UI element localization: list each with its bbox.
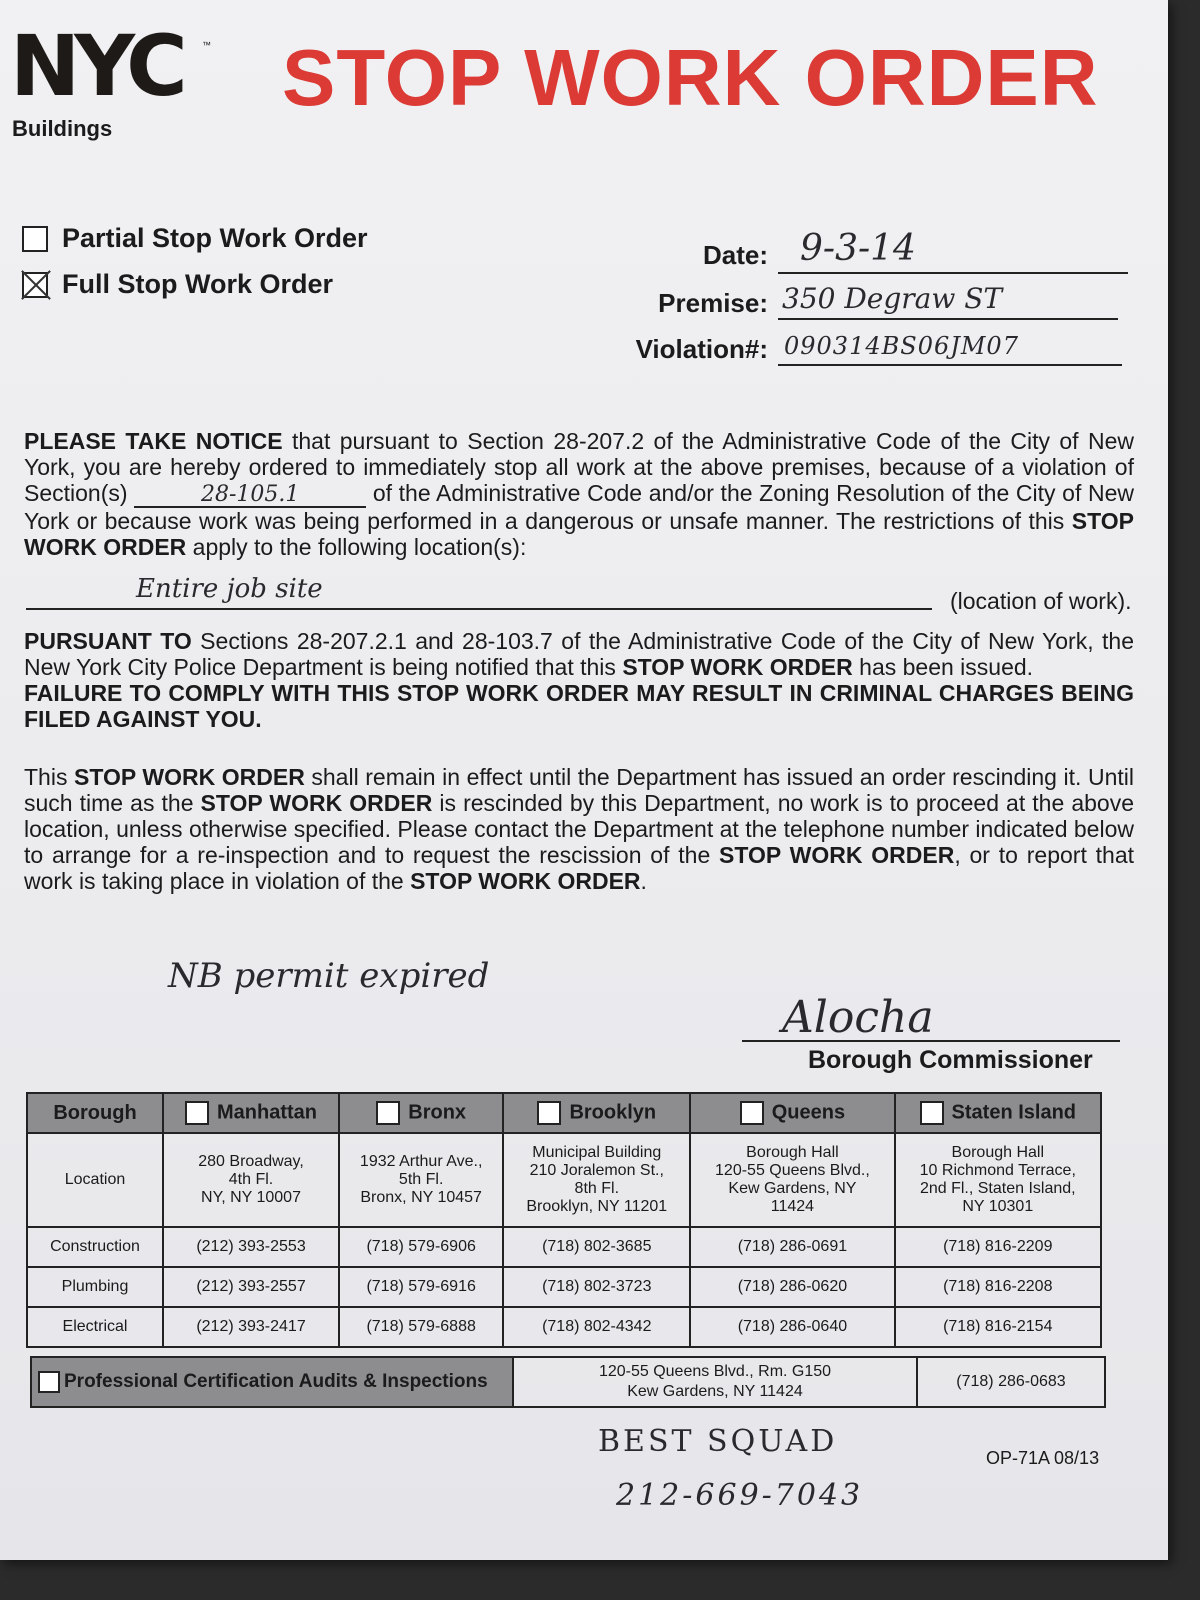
borough-contact-table: [26, 1092, 1102, 1348]
pca-address-line-1: 120-55 Queens Blvd., Rm. G150: [598, 1363, 832, 1380]
pca-checkbox[interactable]: [38, 1371, 60, 1393]
cell-line: 2nd Fl., Staten Island,: [919, 1180, 1076, 1197]
partial-checkbox[interactable]: [22, 226, 48, 252]
borough-column-queens[interactable]: [690, 1093, 894, 1133]
borough-column-brooklyn[interactable]: [503, 1093, 690, 1133]
cell-line: (718) 579-6888: [366, 1318, 476, 1335]
cell-line: (718) 802-3723: [542, 1278, 652, 1295]
cell-line: (718) 286-0691: [737, 1238, 848, 1255]
notice-text-2: of the Administrative Code and/or the Zoning Resolution of the City of New York or because work was being performed in a dangerous or unsafe manner. The restrictions of this: [24, 480, 1134, 534]
location-suffix: (location of work).: [950, 588, 1132, 614]
pca-phone: (718) 286-0683: [956, 1373, 1066, 1390]
borough-label: Staten Island: [951, 1101, 1077, 1124]
table-cell: [895, 1227, 1101, 1267]
location-field[interactable]: [26, 574, 932, 610]
violation-label: Violation#:: [635, 334, 768, 364]
borough-column-staten-island[interactable]: [895, 1093, 1101, 1133]
cell-line: 280 Broadway,: [198, 1153, 304, 1170]
premise-label: Premise:: [658, 288, 768, 318]
table-header-row: [27, 1093, 1101, 1133]
full-option[interactable]: [22, 268, 333, 300]
table-cell: [503, 1307, 690, 1347]
table-cell: [339, 1307, 503, 1347]
effect-text-4: , or to report that work is taking place in violation of the: [24, 842, 1135, 894]
borough-header: Borough: [27, 1093, 163, 1133]
manhattan-checkbox[interactable]: [185, 1101, 209, 1125]
cell-line: (718) 579-6916: [366, 1278, 476, 1295]
notice-lead: PLEASE TAKE NOTICE: [24, 428, 283, 454]
borough-label: Queens: [771, 1101, 846, 1124]
commissioner-signature: Alocha: [782, 992, 934, 1043]
borough-column-bronx[interactable]: [339, 1093, 503, 1133]
effect-swo-3: STOP WORK ORDER: [719, 842, 955, 868]
table-cell: [503, 1227, 690, 1267]
table-cell: [690, 1307, 894, 1347]
cell-line: (718) 816-2154: [943, 1318, 1053, 1335]
notice-text-1: that pursuant to Section 28-207.2 of the Administrative Code of the City of New York, you are hereby ordered to immediately stop all work at the above premises, because of a violation of Section(s): [24, 428, 1134, 506]
cell-line: NY, NY 10007: [201, 1189, 301, 1206]
borough-label: Manhattan: [217, 1101, 318, 1124]
handwritten-phone: 212-669-7043: [616, 1478, 864, 1513]
violation-field[interactable]: [778, 330, 1122, 366]
effect-text-5: .: [640, 868, 647, 894]
pursuant-lead: PURSUANT TO: [24, 628, 192, 654]
location-value: Entire job site: [136, 574, 323, 604]
pca-option[interactable]: [32, 1358, 512, 1406]
cell-line: 210 Joralemon St.,: [529, 1162, 664, 1179]
violation-value: 090314BS06JM07: [784, 332, 1019, 360]
effect-swo-2: STOP WORK ORDER: [200, 790, 433, 816]
partial-option[interactable]: [22, 222, 368, 254]
table-row: [27, 1267, 1101, 1307]
bronx-checkbox[interactable]: [376, 1101, 400, 1125]
form-code: OP-71A 08/13: [986, 1448, 1100, 1468]
table-cell: [690, 1267, 894, 1307]
staten-island-checkbox[interactable]: [920, 1101, 944, 1125]
table-cell: [895, 1133, 1101, 1227]
cell-line: Brooklyn, NY 11201: [526, 1198, 668, 1215]
premise-value: 350 Degraw ST: [782, 282, 1003, 315]
buildings-label: Buildings: [12, 116, 113, 141]
cell-line: (718) 286-0620: [737, 1278, 848, 1295]
nyc-logo: NYC: [10, 17, 182, 115]
cell-line: (718) 802-3685: [542, 1238, 652, 1255]
queens-checkbox[interactable]: [740, 1101, 764, 1125]
cell-line: (212) 393-2557: [196, 1278, 306, 1295]
criminal-warning: FAILURE TO COMPLY WITH THIS STOP WORK ORDER MAY RESULT IN CRIMINAL CHARGES BEING FILED AGAINST YOU.: [24, 680, 1134, 732]
table-cell: [339, 1227, 503, 1267]
table-cell: [339, 1133, 503, 1227]
effect-text-3: is rescinded by this Department, no work is to proceed at the above location, unless otherwise specified. Please contact the Department at the telephone number indicated below to arrange for a re-inspection and to request the rescission of the: [24, 790, 1134, 868]
table-cell: [163, 1227, 339, 1267]
table-row: [27, 1133, 1101, 1227]
row-label: Construction: [27, 1227, 163, 1267]
cell-line: 1932 Arthur Ave.,: [359, 1153, 483, 1170]
cell-line: 10 Richmond Terrace,: [919, 1162, 1076, 1179]
commissioner-label: Borough Commissioner: [808, 1046, 1093, 1074]
table-row: [27, 1227, 1101, 1267]
table-cell: [163, 1267, 339, 1307]
premise-field[interactable]: [778, 284, 1118, 320]
table-cell: [163, 1307, 339, 1347]
partial-option-label: Partial Stop Work Order: [62, 223, 368, 254]
cell-line: NY 10301: [962, 1198, 1034, 1215]
cell-line: 120-55 Queens Blvd.,: [715, 1162, 870, 1179]
cell-line: 8th Fl.: [574, 1180, 620, 1197]
cell-line: (212) 393-2553: [196, 1238, 306, 1255]
table-cell: [503, 1133, 690, 1227]
borough-column-manhattan[interactable]: [163, 1093, 339, 1133]
table-cell: [895, 1307, 1101, 1347]
table-row: [27, 1307, 1101, 1347]
effect-paragraph: [24, 764, 1134, 894]
cell-line: 11424: [770, 1198, 815, 1215]
notice-text-3: apply to the following location(s):: [186, 534, 527, 560]
row-label: Plumbing: [27, 1267, 163, 1307]
cell-line: (718) 816-2209: [943, 1238, 1053, 1255]
date-label: Date:: [702, 240, 768, 270]
borough-label: Bronx: [408, 1101, 467, 1124]
cell-line: Borough Hall: [746, 1144, 839, 1161]
date-field[interactable]: [778, 228, 1128, 274]
row-label: Electrical: [27, 1307, 163, 1347]
signature-line: [742, 1040, 1120, 1042]
cell-line: Kew Gardens, NY: [728, 1180, 857, 1197]
cell-line: (212) 393-2417: [196, 1318, 306, 1335]
table-cell: [339, 1267, 503, 1307]
table-cell: [163, 1133, 339, 1227]
effect-swo-1: STOP WORK ORDER: [74, 764, 305, 790]
brooklyn-checkbox[interactable]: [537, 1101, 561, 1125]
pursuant-text-1: Sections 28-207.2.1 and 28-103.7 of the Administrative Code of the City of New York, the New York City Police Department is being notified that this: [24, 628, 1134, 680]
effect-text-2: shall remain in effect until the Department has issued an order rescinding it. Until such time as the: [24, 764, 1134, 816]
professional-certification-row: [30, 1356, 1106, 1408]
handwritten-squad: BEST SQUAD: [598, 1424, 838, 1459]
pca-address: [512, 1358, 918, 1406]
handwritten-note: NB permit expired: [168, 956, 490, 996]
table-cell: [690, 1133, 894, 1227]
cell-line: (718) 802-4342: [542, 1318, 652, 1335]
section-value[interactable]: 28-105.1: [134, 484, 366, 508]
pursuant-text-2: has been issued.: [852, 654, 1034, 680]
cell-line: (718) 286-0640: [737, 1318, 848, 1335]
cell-line: 5th Fl.: [398, 1171, 444, 1188]
cell-line: (718) 579-6906: [366, 1238, 476, 1255]
row-label: Location: [27, 1133, 163, 1227]
pca-address-line-2: Kew Gardens, NY 11424: [627, 1383, 803, 1400]
page-title: STOP WORK ORDER: [282, 33, 1099, 122]
pca-label: Professional Certification Audits & Inspections: [64, 1371, 488, 1392]
trademark-symbol: ™: [202, 40, 211, 50]
table-cell: [895, 1267, 1101, 1307]
cell-line: Bronx, NY 10457: [360, 1189, 482, 1206]
borough-label: Brooklyn: [569, 1101, 657, 1124]
table-cell: [503, 1267, 690, 1307]
cell-line: Borough Hall: [951, 1144, 1045, 1161]
pursuant-paragraph: [24, 628, 1134, 732]
effect-text-1: This: [24, 764, 75, 790]
cell-line: 4th Fl.: [228, 1171, 274, 1188]
notice-swo: STOP WORK ORDER: [24, 508, 1134, 560]
cell-line: Municipal Building: [532, 1144, 662, 1161]
full-option-label: Full Stop Work Order: [62, 269, 334, 300]
date-value: 9-3-14: [800, 228, 916, 269]
notice-paragraph: [24, 428, 1134, 560]
cell-line: (718) 816-2208: [943, 1278, 1053, 1295]
table-cell: [690, 1227, 894, 1267]
pursuant-swo: STOP WORK ORDER: [622, 654, 853, 680]
effect-swo-4: STOP WORK ORDER: [410, 868, 641, 894]
full-checkbox[interactable]: [22, 272, 48, 298]
